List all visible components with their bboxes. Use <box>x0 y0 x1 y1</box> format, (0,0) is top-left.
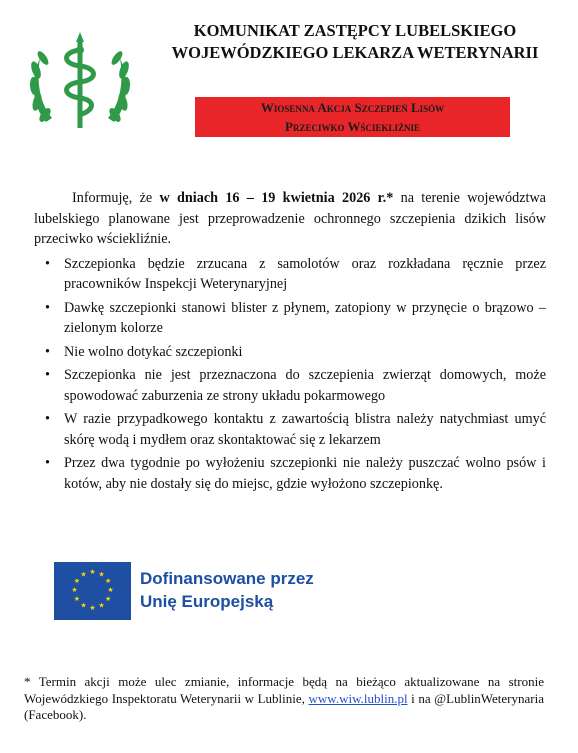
svg-text:★: ★ <box>104 577 112 585</box>
list-item-text: Szczepionka będzie zrzucana z samolotów oraz rozkładana ręcznie przez pracowników Inspekcji Weterynaryjnej <box>64 255 546 292</box>
list-item <box>34 254 546 295</box>
bullet-list <box>34 254 546 495</box>
svg-text:★: ★ <box>80 570 87 579</box>
bullet-icon: • <box>45 455 50 471</box>
bullet-icon: • <box>45 411 50 427</box>
footnote-text: * Termin akcji może ulec zmianie, informacje będą na bieżąco aktualizowane na stronie Wojewódzkiego Inspektoratu Weterynarii w Lublinie, <box>24 674 544 706</box>
svg-text:★: ★ <box>80 601 87 610</box>
svg-text:★: ★ <box>73 577 81 585</box>
svg-text:★: ★ <box>73 595 81 603</box>
list-item-text: W razie przypadkowego kontaktu z zawartością blistra należy natychmiast umyć skórę wodą i mydłem oraz skontaktować się z lekarzem <box>64 411 546 448</box>
list-item <box>34 365 546 406</box>
list-item-text: Nie wolno dotykać szczepionki <box>64 343 243 360</box>
list-item-text: Dawkę szczepionki stanowi blister z płynem, zatopiony w przynęcie o brązowo – zielonym kolorze <box>64 299 546 336</box>
svg-text:★: ★ <box>71 586 78 594</box>
svg-text:★: ★ <box>104 595 112 603</box>
bullet-icon: • <box>45 299 50 316</box>
list-item <box>34 409 546 450</box>
intro-text-1: Informuję, że <box>72 190 160 206</box>
eu-line-2: Unię Europejską <box>140 592 274 611</box>
svg-text:★: ★ <box>98 570 105 579</box>
list-item <box>34 453 546 494</box>
veterinary-logo-icon <box>26 30 134 138</box>
title-line-2: WOJEWÓDZKIEGO LEKARZA WETERYNARII <box>171 43 539 62</box>
footnote-text-2: i na @LublinWeterynaria (Facebook). <box>24 690 544 722</box>
list-item-text: Szczepionka nie jest przeznaczona do szczepienia zwierząt domowych, może spowodować zaburzenia ze strony układu pokarmowego <box>64 367 546 404</box>
campaign-banner <box>195 97 510 137</box>
bullet-icon: • <box>45 343 50 360</box>
footnote <box>24 674 544 724</box>
eu-line-1: Dofinansowane przez <box>140 569 314 588</box>
intro-text-2: na terenie województwa lubelskiego planowane jest przeprowadzenie ochronnego szczepienia dzikich lisów przeciwko wściekliźnie. <box>34 190 546 247</box>
document-title <box>150 20 560 64</box>
svg-text:★: ★ <box>107 586 114 594</box>
svg-text:★: ★ <box>89 568 96 576</box>
intro-paragraph <box>34 188 546 250</box>
eu-funding-badge <box>54 562 336 620</box>
svg-text:★: ★ <box>89 604 96 612</box>
list-item <box>34 298 546 339</box>
website-link[interactable]: www.wiw.lublin.pl <box>308 690 408 706</box>
eu-funding-text <box>140 567 314 613</box>
title-line-1: KOMUNIKAT ZASTĘPCY LUBELSKIEGO <box>193 21 517 40</box>
bullet-icon: • <box>45 255 50 272</box>
intro-date: w dniach 16 – 19 kwietnia 2026 r.* <box>159 190 394 206</box>
banner-line-2: Przeciwko Wściekliźnie <box>285 119 420 134</box>
list-item-text: Przez dwa tygodnie po wyłożeniu szczepionki nie należy puszczać wolno psów i kotów, aby nie dostały się do miejsc, gdzie wyłożono szczepionkę. <box>64 455 546 492</box>
banner-line-1: Wiosenna Akcja Szczepień Lisów <box>260 100 445 115</box>
eu-flag-icon <box>54 562 131 620</box>
list-item <box>34 342 546 363</box>
announcement-body <box>34 188 546 497</box>
bullet-icon: • <box>45 367 50 383</box>
svg-text:★: ★ <box>98 601 105 610</box>
